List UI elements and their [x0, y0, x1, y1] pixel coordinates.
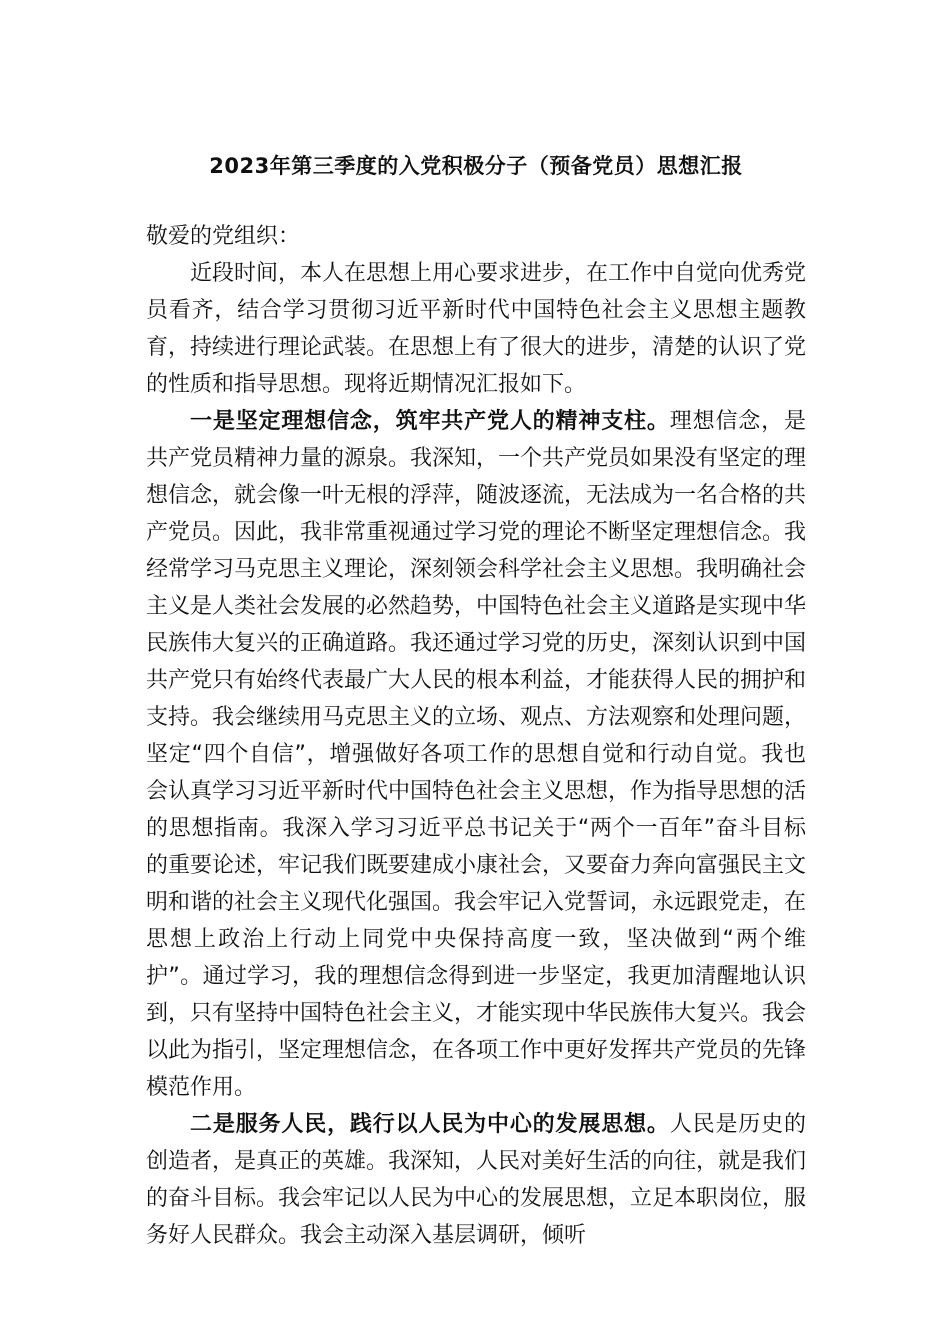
paragraph-serve-people — [146, 1106, 806, 1254]
paragraph-body: 理想信念，是共产党员精神力量的源泉。我深知，一个共产党员如果没有坚定的理想信念，就会像一叶无根的浮萍，随波逐流，无法成为一名合格的共产党员。因此，我非常重视通过学习党的理论不断坚定理想信念。我经常学习马克思主义理论，深刻领会科学社会主义思想。我明确社会主义是人类社会发展的必然趋势，中国特色社会主义道路是实现中华民族伟大复兴的正确道路。我还通过学习党的历史，深刻认识到中国共产党只有始终代表最广大人民的根本利益，才能获得人民的拥护和支持。我会继续用马克思主义的立场、观点、方法观察和处理问题，坚定“四个自信”，增强做好各项工作的思想自觉和行动自觉。我也会认真学习习近平新时代中国特色社会主义思想，作为指导思想的活的思想指南。我深入学习习近平总书记关于“两个一百年”奋斗目标的重要论述，牢记我们既要建成小康社会，又要奋力奔向富强民主文明和谐的社会主义现代化强国。我会牢记入党誓词，永远跟党走，在思想上政治上行动上同党中央保持高度一致，坚决做到“两个维护”。通过学习，我的理想信念得到进一步坚定，我更加清醒地认识到，只有坚持中国特色社会主义，才能实现中华民族伟大复兴。我会以此为指引，坚定理想信念，在各项工作中更好发挥共产党员的先锋模范作用。 — [146, 409, 807, 1100]
salutation: 敬爱的党组织： — [146, 224, 301, 249]
paragraph-body: 人民是历史的创造者，是真正的英雄。我深知，人民对美好生活的向往，就是我们的奋斗目标。我会牢记以人民为中心的发展思想，立足本职岗位，服务好人民群众。我会主动深入基层调研，倾听 — [146, 1112, 807, 1248]
paragraph-heading: 一是坚定理想信念，筑牢共产党人的精神支柱。 — [190, 409, 670, 434]
document-title: 2023年第三季度的入党积极分子（预备党员）思想汇报 — [209, 154, 743, 178]
paragraph-heading: 二是服务人民，践行以人民为中心的发展思想。 — [190, 1112, 670, 1137]
paragraph-ideals — [146, 403, 806, 1106]
paragraph-intro — [146, 255, 806, 403]
document-page — [146, 150, 806, 1254]
paragraph-body: 近段时间，本人在思想上用心要求进步，在工作中自觉向优秀党员看齐，结合学习贯彻习近平新时代中国特色社会主义思想主题教育，持续进行理论武装。在思想上有了很大的进步，清楚的认识了党的性质和指导思想。现将近期情况汇报如下。 — [146, 261, 807, 397]
